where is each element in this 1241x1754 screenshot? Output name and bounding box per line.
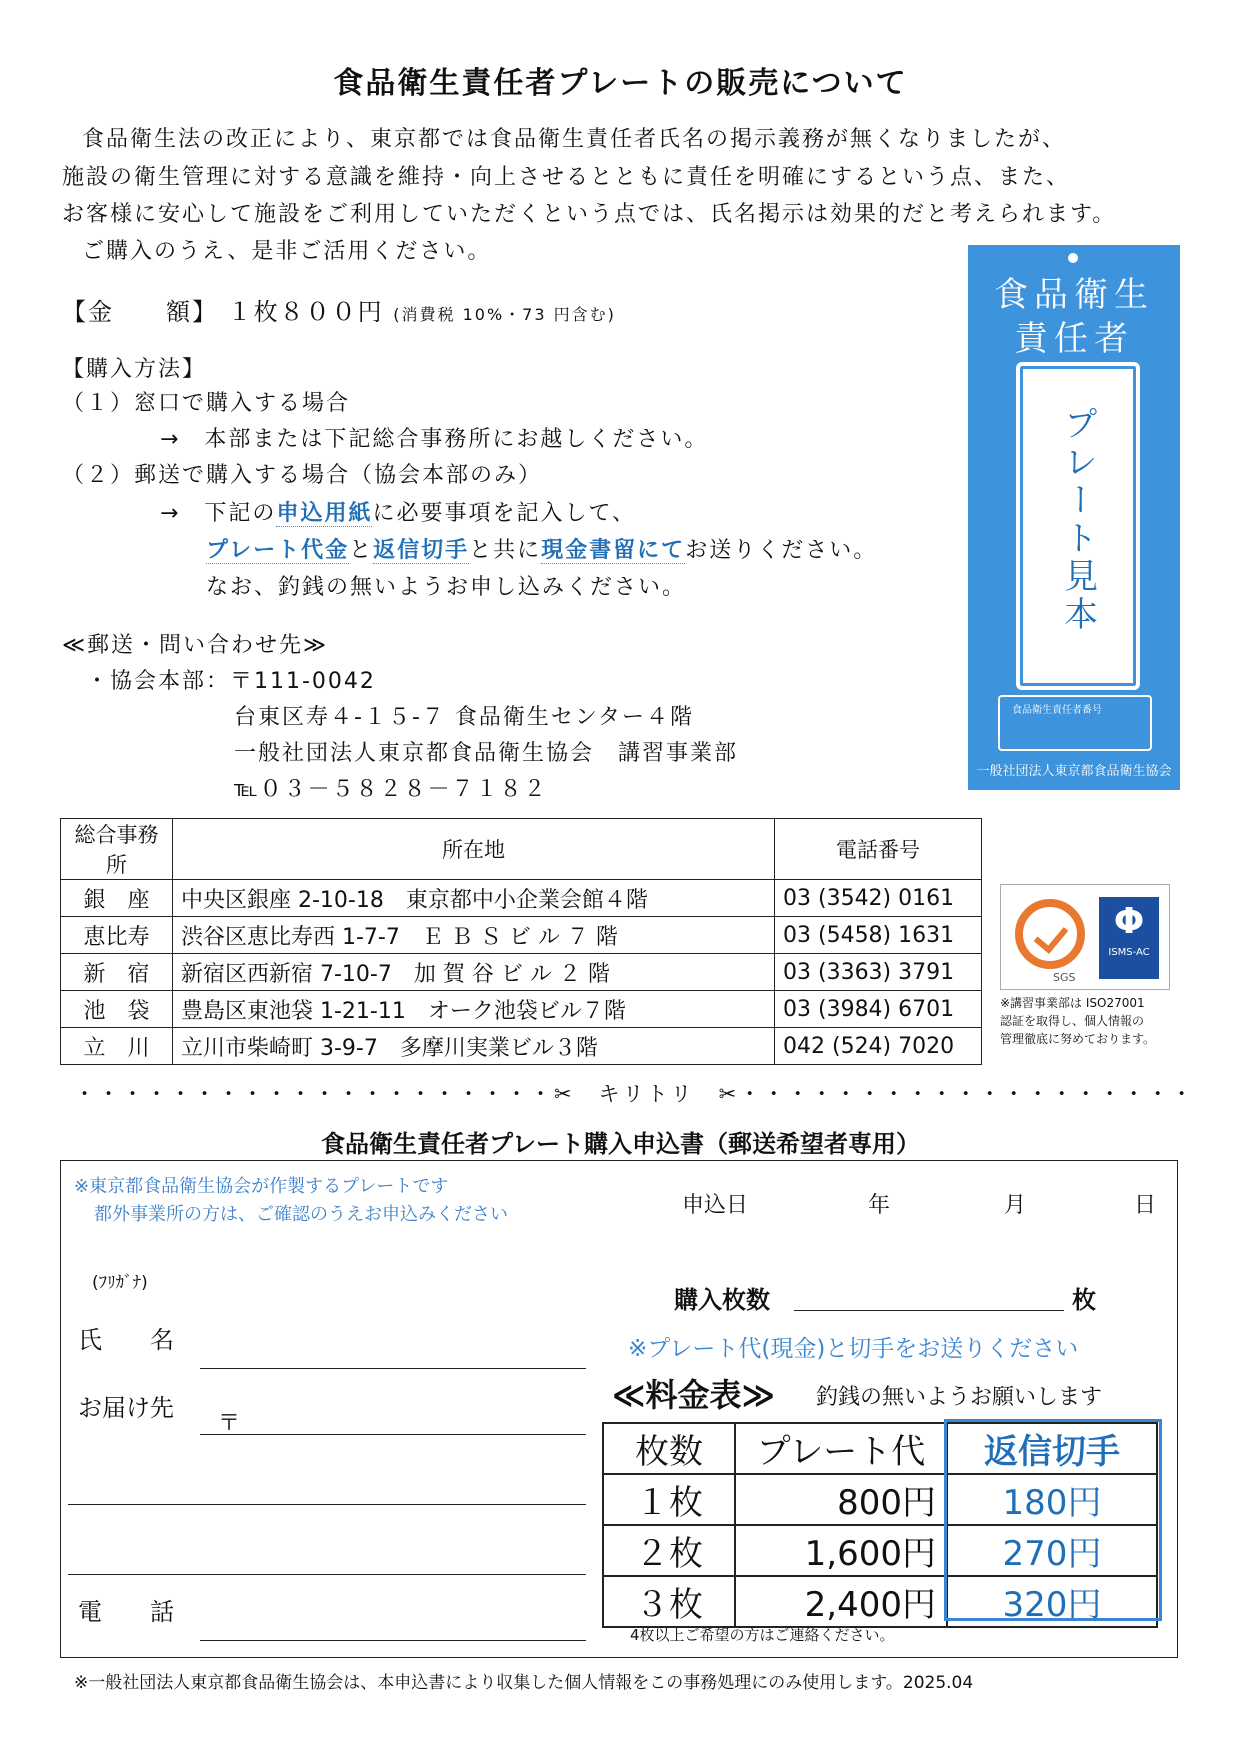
text: と共に — [469, 538, 542, 563]
offices-table — [60, 818, 982, 1065]
fee-title: ≪料金表≫ — [612, 1376, 776, 1414]
quantity-unit: 枚 — [1072, 1286, 1096, 1314]
application-form-link[interactable]: 申込用紙 — [276, 501, 373, 526]
form-notice-1: ※東京都食品衛生協会が作製するプレートです — [74, 1176, 449, 1197]
method-item-2-line-2 — [206, 533, 877, 564]
method-item-2-line-3: なお、釣銭の無いようお申し込みください。 — [206, 575, 687, 600]
plate-number-label: 食品衛生責任者番号 — [1012, 705, 1102, 716]
office-address: 立川市柴崎町 3-9-7 多摩川実業ビル３階 — [173, 1028, 775, 1065]
plate-footer: 一般社団法人東京都食品衛生協会 — [976, 764, 1172, 779]
sgs-label: SGS — [1053, 971, 1076, 984]
contact-heading: ≪郵送・問い合わせ先≫ — [62, 633, 329, 658]
office-name: 池 袋 — [61, 991, 173, 1028]
fee-plate: 800円 — [735, 1474, 947, 1525]
office-phone: 042 (524) 7020 — [775, 1028, 982, 1065]
phone-label: 電 話 — [78, 1598, 174, 1626]
office-name: 立 川 — [61, 1028, 173, 1065]
method-item-1: （１）窓口で購入する場合 — [62, 391, 351, 416]
iso-note-1: ※講習事業部は ISO27001 — [1000, 996, 1145, 1010]
fee-plate: 1,600円 — [735, 1525, 947, 1576]
page-title: 食品衛生責任者プレートの販売について — [333, 66, 908, 101]
name-field[interactable] — [200, 1368, 586, 1369]
text: と — [349, 538, 374, 563]
col-office: 総合事務所 — [61, 819, 173, 880]
isms-label: ISMS-AC — [1108, 947, 1150, 958]
plate-sample-label: プレート見本 — [1057, 406, 1098, 634]
fee-stamp: 270円 — [947, 1525, 1157, 1576]
table-row — [61, 1028, 982, 1065]
office-phone: 03 (5458) 1631 — [775, 917, 982, 954]
office-address: 中央区銀座 2-10-18 東京都中小企業会館４階 — [173, 880, 775, 917]
send-note: ※プレート代(現金)と切手をお送りください — [628, 1336, 1079, 1362]
fee-plate: 2,400円 — [735, 1576, 947, 1627]
table-row — [61, 954, 982, 991]
plate-number-box — [998, 695, 1152, 751]
form-notice-2: 都外事業所の方は、ご確認のうえお申込みください — [94, 1204, 508, 1225]
office-phone: 03 (3984) 6701 — [775, 991, 982, 1028]
phone-field[interactable] — [200, 1640, 586, 1641]
text: に必要事項を記入して、 — [372, 501, 637, 526]
date-month: 月 — [1004, 1193, 1027, 1218]
address-label: お届け先 — [78, 1394, 174, 1422]
form-title: 食品衛生責任者プレート購入申込書（郵送希望者専用） — [320, 1130, 921, 1158]
iso-certification-logo — [1000, 884, 1170, 990]
plate-title-2: 責任者 — [1014, 319, 1134, 359]
intro-line-4: ご購入のうえ、是非ご活用ください。 — [82, 239, 492, 264]
office-name: 新 宿 — [61, 954, 173, 991]
quantity-label: 購入枚数 — [674, 1286, 770, 1314]
privacy-footer: ※一般社団法人東京都食品衛生協会は、本申込書により収集した個人情報をこの事務処理にのみ使用します。2025.04 — [74, 1673, 974, 1693]
fee-note: 釣銭の無いようお願いします — [816, 1385, 1103, 1410]
stamp-column-highlight — [944, 1419, 1162, 1621]
col-phone: 電話番号 — [775, 819, 982, 880]
intro-line-2: 施設の衛生管理に対する意識を維持・向上させるとともに責任を明確にするという点、また、 — [62, 165, 1071, 190]
contact-org: 一般社団法人東京都食品衛生協会 講習事業部 — [234, 741, 739, 766]
table-row — [61, 917, 982, 954]
fee-qty: ２枚 — [603, 1525, 735, 1576]
more-note: 4枚以上ご希望の方はご連絡ください。 — [630, 1626, 895, 1644]
method-item-2-line-1 — [160, 496, 636, 527]
sgs-check-icon — [1015, 899, 1085, 969]
fee-col-plate: プレート代 — [735, 1423, 947, 1474]
registered-mail-link[interactable]: 現金書留にて — [541, 538, 686, 563]
office-phone: 03 (3363) 3791 — [775, 954, 982, 991]
office-address: 豊島区東池袋 1-21-11 オーク池袋ビル７階 — [173, 991, 775, 1028]
date-label: 申込日 — [682, 1193, 749, 1218]
fee-qty: １枚 — [603, 1474, 735, 1525]
plate-fee-link[interactable]: プレート代金 — [206, 538, 350, 563]
cut-line: ・・・・・・・・・・・・・・・・・・・・✂ キリトリ ✂・・・・・・・・・・・・・・・・・・・ — [74, 1082, 1196, 1106]
contact-address: 台東区寿４-１５-７ 食品衛生センター４階 — [234, 705, 694, 730]
plate-name-area — [1016, 362, 1140, 690]
method-item-1-detail: → 本部または下記総合事務所にお越しください。 — [160, 427, 709, 452]
office-name: 恵比寿 — [61, 917, 173, 954]
method-heading: 【購入方法】 — [62, 357, 207, 382]
table-header-row — [61, 819, 982, 880]
fee-qty: ３枚 — [603, 1576, 735, 1627]
fee-col-stamp: 返信切手 — [947, 1423, 1157, 1474]
plate-title-1: 食品衛生 — [994, 275, 1154, 315]
text: お送りください。 — [685, 538, 878, 563]
return-stamp-link[interactable]: 返信切手 — [373, 538, 470, 563]
method-item-2: （２）郵送で購入する場合（協会本部のみ） — [62, 463, 543, 488]
intro-line-1: 食品衛生法の改正により、東京都では食品衛生責任者氏名の掲示義務が無くなりましたが、 — [82, 127, 1067, 152]
isms-icon: Φ ISMS-AC — [1099, 897, 1159, 979]
iso-note-2: 認証を取得し、個人情報の — [1000, 1014, 1145, 1028]
office-address: 新宿区西新宿 7-10-7 加 賀 谷 ビ ル ２ 階 — [173, 954, 775, 991]
office-phone: 03 (3542) 0161 — [775, 880, 982, 917]
address-field-2[interactable] — [68, 1574, 586, 1575]
price-note: (消費税 10%・73 円含む) — [393, 305, 616, 324]
fee-stamp: 180円 — [947, 1474, 1157, 1525]
fee-stamp: 320円 — [947, 1576, 1157, 1627]
name-label: 氏 名 — [78, 1326, 174, 1354]
contact-hq: ・協会本部：〒111-0042 — [86, 669, 376, 694]
text: → 下記の — [160, 501, 277, 526]
postal-mark: 〒 — [218, 1411, 241, 1436]
table-row — [61, 991, 982, 1028]
plate-hole — [1068, 253, 1078, 263]
plate-sample-image — [968, 245, 1180, 790]
address-field-1[interactable] — [68, 1504, 586, 1505]
iso-note-3: 管理徹底に努めております。 — [1000, 1032, 1156, 1046]
fee-col-qty: 枚数 — [603, 1423, 735, 1474]
date-year: 年 — [868, 1193, 891, 1218]
furigana-label: (ﾌﾘｶﾞﾅ) — [92, 1273, 148, 1293]
table-row — [61, 880, 982, 917]
price-line — [62, 292, 616, 327]
contact-tel: ℡０３－５８２８－７１８２ — [234, 777, 548, 802]
office-name: 銀 座 — [61, 880, 173, 917]
col-address: 所在地 — [173, 819, 775, 880]
quantity-field[interactable] — [794, 1310, 1064, 1311]
postal-field[interactable] — [200, 1434, 586, 1435]
office-address: 渋谷区恵比寿西 1-7-7 Ｅ Ｂ Ｓ ビ ル ７ 階 — [173, 917, 775, 954]
price-label: 【金 額】 — [62, 298, 218, 326]
date-day: 日 — [1134, 1193, 1157, 1218]
intro-line-3: お客様に安心して施設をご利用していただくという点では、氏名掲示は効果的だと考えられます。 — [62, 202, 1117, 227]
price-value: １枚８００円 — [227, 298, 384, 326]
